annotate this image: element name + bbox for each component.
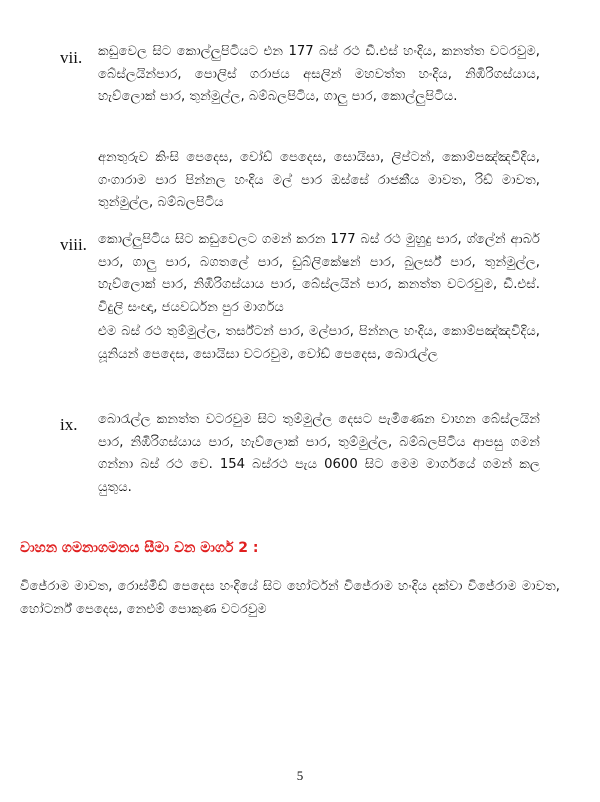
paragraph: කඩුවෙල සිට කොල්ලුපිටියට එන 177 බස් රථ ඩී.එස් හංදිය, කනත්ත වටරවුම, බේස්ලයින්පාර, පොලිස් ගරාජය අසලින් මහවත්ත හංදිය, නිඹිරිගස්යාය, හැව්ලොක් පාර, තුන්මුල්ල, බම්බලපිටිය, ගාලු පාර, කොල්ලුපිටිය. [98, 44, 540, 104]
paragraph: එම බස් රථ තුම්මුල්ල, තර්ස්ටන් පාර, මල්පාර, පින්නල හංදිය, කොම්පඤ්ඤවිදිය, යූනියන් පෙදෙස, සොයිසා වටරවුම, වෝඩ් පෙදෙස, බොරැල්ල [98, 324, 540, 362]
section-body: විජේරාම මාවත, රොස්මිඩ් පෙදෙස හංදියේ සිට හෝර්ටන් විජේරාම හංදිය දක්වා විජේරාම මාවත, හෝටර්න් පෙදෙස, නෙළුම් පොකුණ වටරවුම [20, 579, 560, 617]
paragraph: අනතුරුව කිංසි පෙදෙස, වෝඩ් පෙදෙස, සොයිසා, ලිප්ටන්, කොම්පඤ්ඤවිදිය, ගංගාරාම පාර පින්නල හංදිය මල් පාර ඔස්සේ රාජකීය මාවත, රිඩ් මාවත, තුන්මුල්ල, බම්බලපිටිය [98, 150, 540, 210]
list-number: ix. [60, 415, 78, 434]
section-heading: වාහන ගමනාගමනය සීමා වන මාර්ග 2 : [20, 540, 259, 556]
list-number: viii. [60, 235, 87, 254]
paragraph: බොරැල්ල කනත්ත වටරවුම සිට තුම්මුල්ල දෙසට පැමිණෙන වාහන බේස්ලයින් පාර, නිඹිරිගස්යාය පාර, හැව්ලොක් පාර, තුම්මුල්ල, බම්බලපිටිය ආපසු ගමන් ගන්නා බස් රථ වෙ. 154 බස්රථ පැය 0600 සිට මෙම මාර්ගයේ ගමන් කල යුතුය. [98, 412, 540, 495]
paragraph: කොල්ලුපිටිය සිට කඩුවෙලට ගමන් කරන 177 බස් රථ මුහුදු පාර, ග්ලේන් ආබර් පාර, ගාලු පාර, බගතලේ පාර, ඩුබ්ලිකේෂන් පාර, බුලර්ස් පාර, තුන්මුල්ල, හැව්ලොක් පාර, නිඹිරිගස්යාය පාර, බේස්ලයින් පාර, කනත්ත වටරවුම, ඩී.එස්. විදුලි සංඥා, ජයවර්ධන පුර මාර්ගය [98, 232, 540, 315]
page-number: 5 [296, 768, 304, 783]
list-number: vii. [60, 48, 83, 67]
